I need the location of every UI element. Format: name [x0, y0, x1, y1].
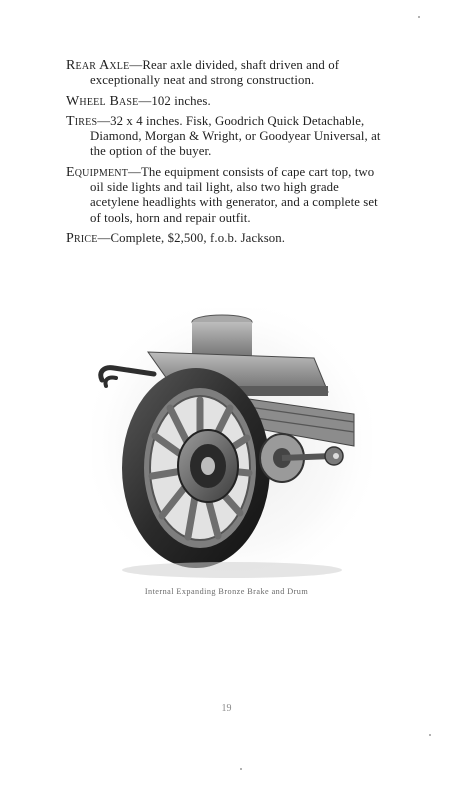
spec-dash: —	[97, 113, 111, 128]
rear-wheel	[122, 368, 270, 568]
spec-equipment	[66, 165, 386, 226]
spec-text: 32 x 4 inches. Fisk, Goodrich Quick Detachable, Diamond, Morgan & Wright, or Goodyear Universal, at the option of the buyer.	[90, 113, 381, 159]
spec-term: Wheel Base	[66, 93, 139, 109]
print-speck	[418, 16, 420, 18]
ground-shadow	[122, 562, 342, 578]
print-speck	[240, 768, 242, 770]
brake-drum-photograph	[92, 308, 372, 580]
spec-term: Rear Axle	[66, 58, 130, 73]
spec-wheel-base	[66, 94, 386, 109]
figure-caption: Internal Expanding Bronze Brake and Drum	[144, 587, 309, 596]
wheel-illustration	[92, 308, 372, 580]
hub-cap	[201, 457, 215, 475]
spec-price	[66, 231, 386, 246]
spec-term: Tires	[66, 113, 98, 129]
spec-text: Rear axle divided, shaft driven and of exceptionally neat and strong construction.	[90, 58, 340, 88]
spec-text: The equipment consists of cape cart top, two oil side lights and tail light, also two high grade acetylene headlights with generator, and a complete set of tools, horn and repair outfit.	[90, 164, 378, 225]
spec-dash: —	[97, 230, 111, 245]
spec-text: Complete, $2,500, f.o.b. Jackson.	[110, 230, 286, 245]
spec-text: 102 inches.	[151, 93, 211, 108]
spec-term: Equipment	[66, 164, 129, 180]
spec-dash: —	[129, 58, 143, 72]
page-number: 19	[221, 703, 232, 714]
spec-tires	[66, 114, 386, 160]
specifications-list	[66, 58, 386, 251]
spec-dash: —	[128, 164, 141, 179]
spec-rear-axle	[66, 58, 386, 89]
print-speck	[429, 734, 431, 736]
spec-term: Price	[66, 230, 98, 246]
spec-dash: —	[138, 93, 152, 108]
